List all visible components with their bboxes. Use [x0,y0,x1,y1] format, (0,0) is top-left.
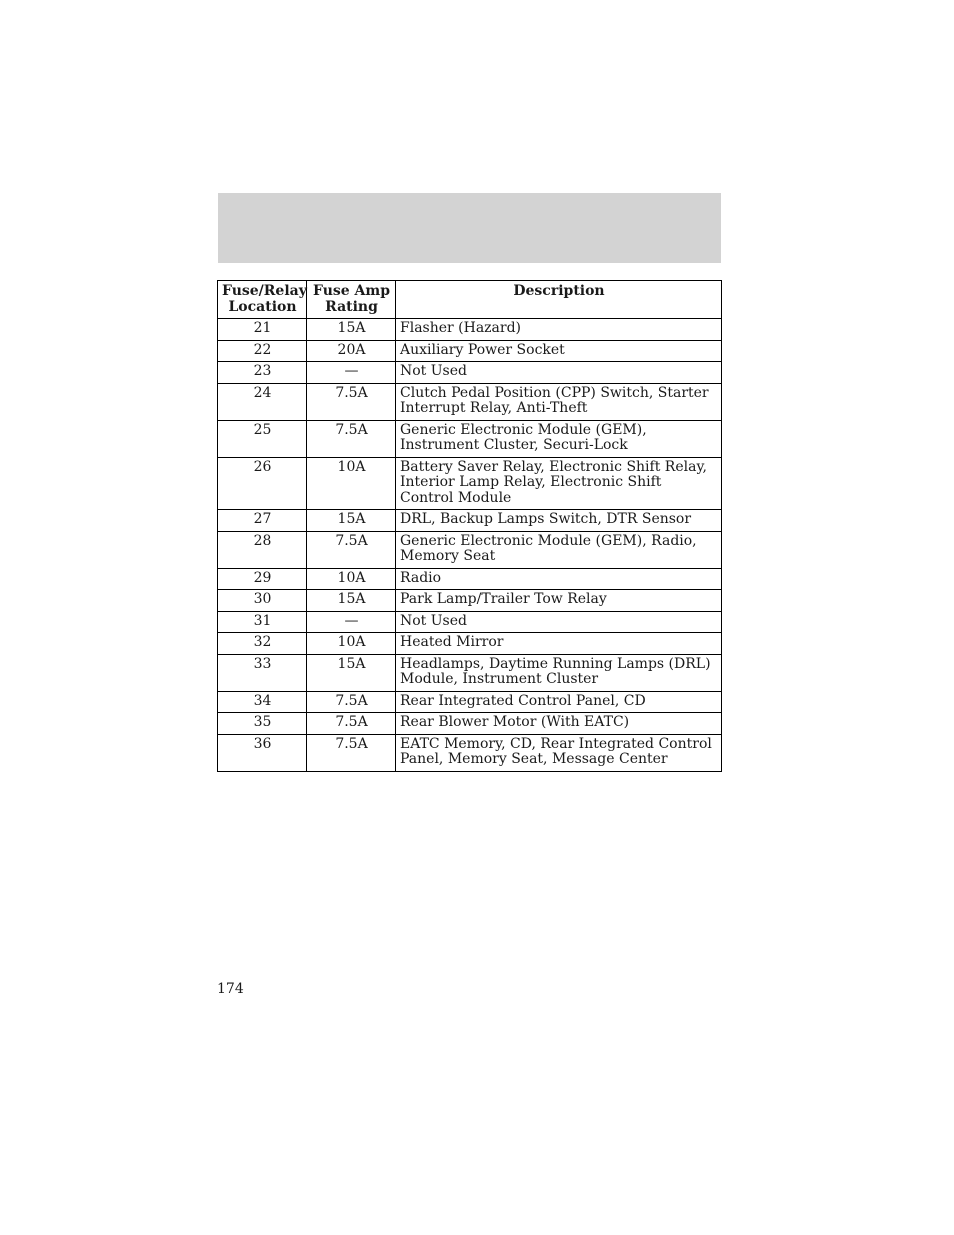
header-location: Fuse/Relay Location [218,281,307,319]
fuse-location-cell: 25 [218,420,307,457]
fuse-rating-cell: 20A [307,340,396,362]
page-number: 174 [217,981,244,997]
fuse-description-cell: Radio [396,568,722,590]
fuse-description-cell: Flasher (Hazard) [396,319,722,341]
fuse-description-cell: Park Lamp/Trailer Tow Relay [396,590,722,612]
fuse-location-cell: 24 [218,383,307,420]
table-row [218,713,722,735]
fuse-rating-cell: 10A [307,633,396,655]
fuse-location-cell: 26 [218,457,307,510]
fuse-description-cell: Generic Electronic Module (GEM), Instrument Cluster, Securi-Lock [396,420,722,457]
fuse-location-cell: 22 [218,340,307,362]
table-row [218,654,722,691]
table-row [218,633,722,655]
header-band [218,193,721,263]
fuse-description-cell: DRL, Backup Lamps Switch, DTR Sensor [396,510,722,532]
fuse-location-cell: 21 [218,319,307,341]
fuse-location-cell: 34 [218,691,307,713]
fuse-location-cell: 36 [218,734,307,771]
table-row [218,510,722,532]
fuse-rating-cell: 7.5A [307,691,396,713]
table-row [218,590,722,612]
fuse-rating-cell: — [307,362,396,384]
header-description: Description [396,281,722,319]
fuse-location-cell: 27 [218,510,307,532]
fuse-location-cell: 29 [218,568,307,590]
fuse-description-cell: Not Used [396,611,722,633]
fuse-location-cell: 28 [218,531,307,568]
fuse-description-cell: Clutch Pedal Position (CPP) Switch, Starter Interrupt Relay, Anti-Theft [396,383,722,420]
fuse-description-cell: Rear Integrated Control Panel, CD [396,691,722,713]
fuse-rating-cell: 7.5A [307,734,396,771]
fuse-rating-cell: 7.5A [307,531,396,568]
fuse-rating-cell: 10A [307,457,396,510]
fuse-location-cell: 35 [218,713,307,735]
fuse-rating-cell: 10A [307,568,396,590]
table-row [218,383,722,420]
fuse-location-cell: 31 [218,611,307,633]
table-row [218,319,722,341]
fuse-table-head [218,281,722,319]
fuse-rating-cell: 15A [307,510,396,532]
fuse-table [217,280,722,772]
fuse-rating-cell: 15A [307,319,396,341]
fuse-table-body [218,319,722,772]
fuse-description-cell: Heated Mirror [396,633,722,655]
fuse-rating-cell: 15A [307,590,396,612]
table-row [218,340,722,362]
fuse-description-cell: Battery Saver Relay, Electronic Shift Relay, Interior Lamp Relay, Electronic Shift Control Module [396,457,722,510]
fuse-rating-cell: — [307,611,396,633]
fuse-description-cell: Auxiliary Power Socket [396,340,722,362]
fuse-description-cell: Generic Electronic Module (GEM), Radio, Memory Seat [396,531,722,568]
fuse-location-cell: 33 [218,654,307,691]
table-row [218,691,722,713]
fuse-description-cell: Rear Blower Motor (With EATC) [396,713,722,735]
table-row [218,734,722,771]
fuse-description-cell: EATC Memory, CD, Rear Integrated Control Panel, Memory Seat, Message Center [396,734,722,771]
table-row [218,531,722,568]
fuse-location-cell: 23 [218,362,307,384]
fuse-location-cell: 30 [218,590,307,612]
table-row [218,362,722,384]
fuse-rating-cell: 7.5A [307,713,396,735]
table-row [218,457,722,510]
header-rating: Fuse Amp Rating [307,281,396,319]
table-row [218,611,722,633]
table-row [218,420,722,457]
header-row [218,281,722,319]
fuse-description-cell: Headlamps, Daytime Running Lamps (DRL) Module, Instrument Cluster [396,654,722,691]
fuse-rating-cell: 7.5A [307,420,396,457]
table-row [218,568,722,590]
fuse-location-cell: 32 [218,633,307,655]
fuse-rating-cell: 7.5A [307,383,396,420]
fuse-rating-cell: 15A [307,654,396,691]
fuse-description-cell: Not Used [396,362,722,384]
